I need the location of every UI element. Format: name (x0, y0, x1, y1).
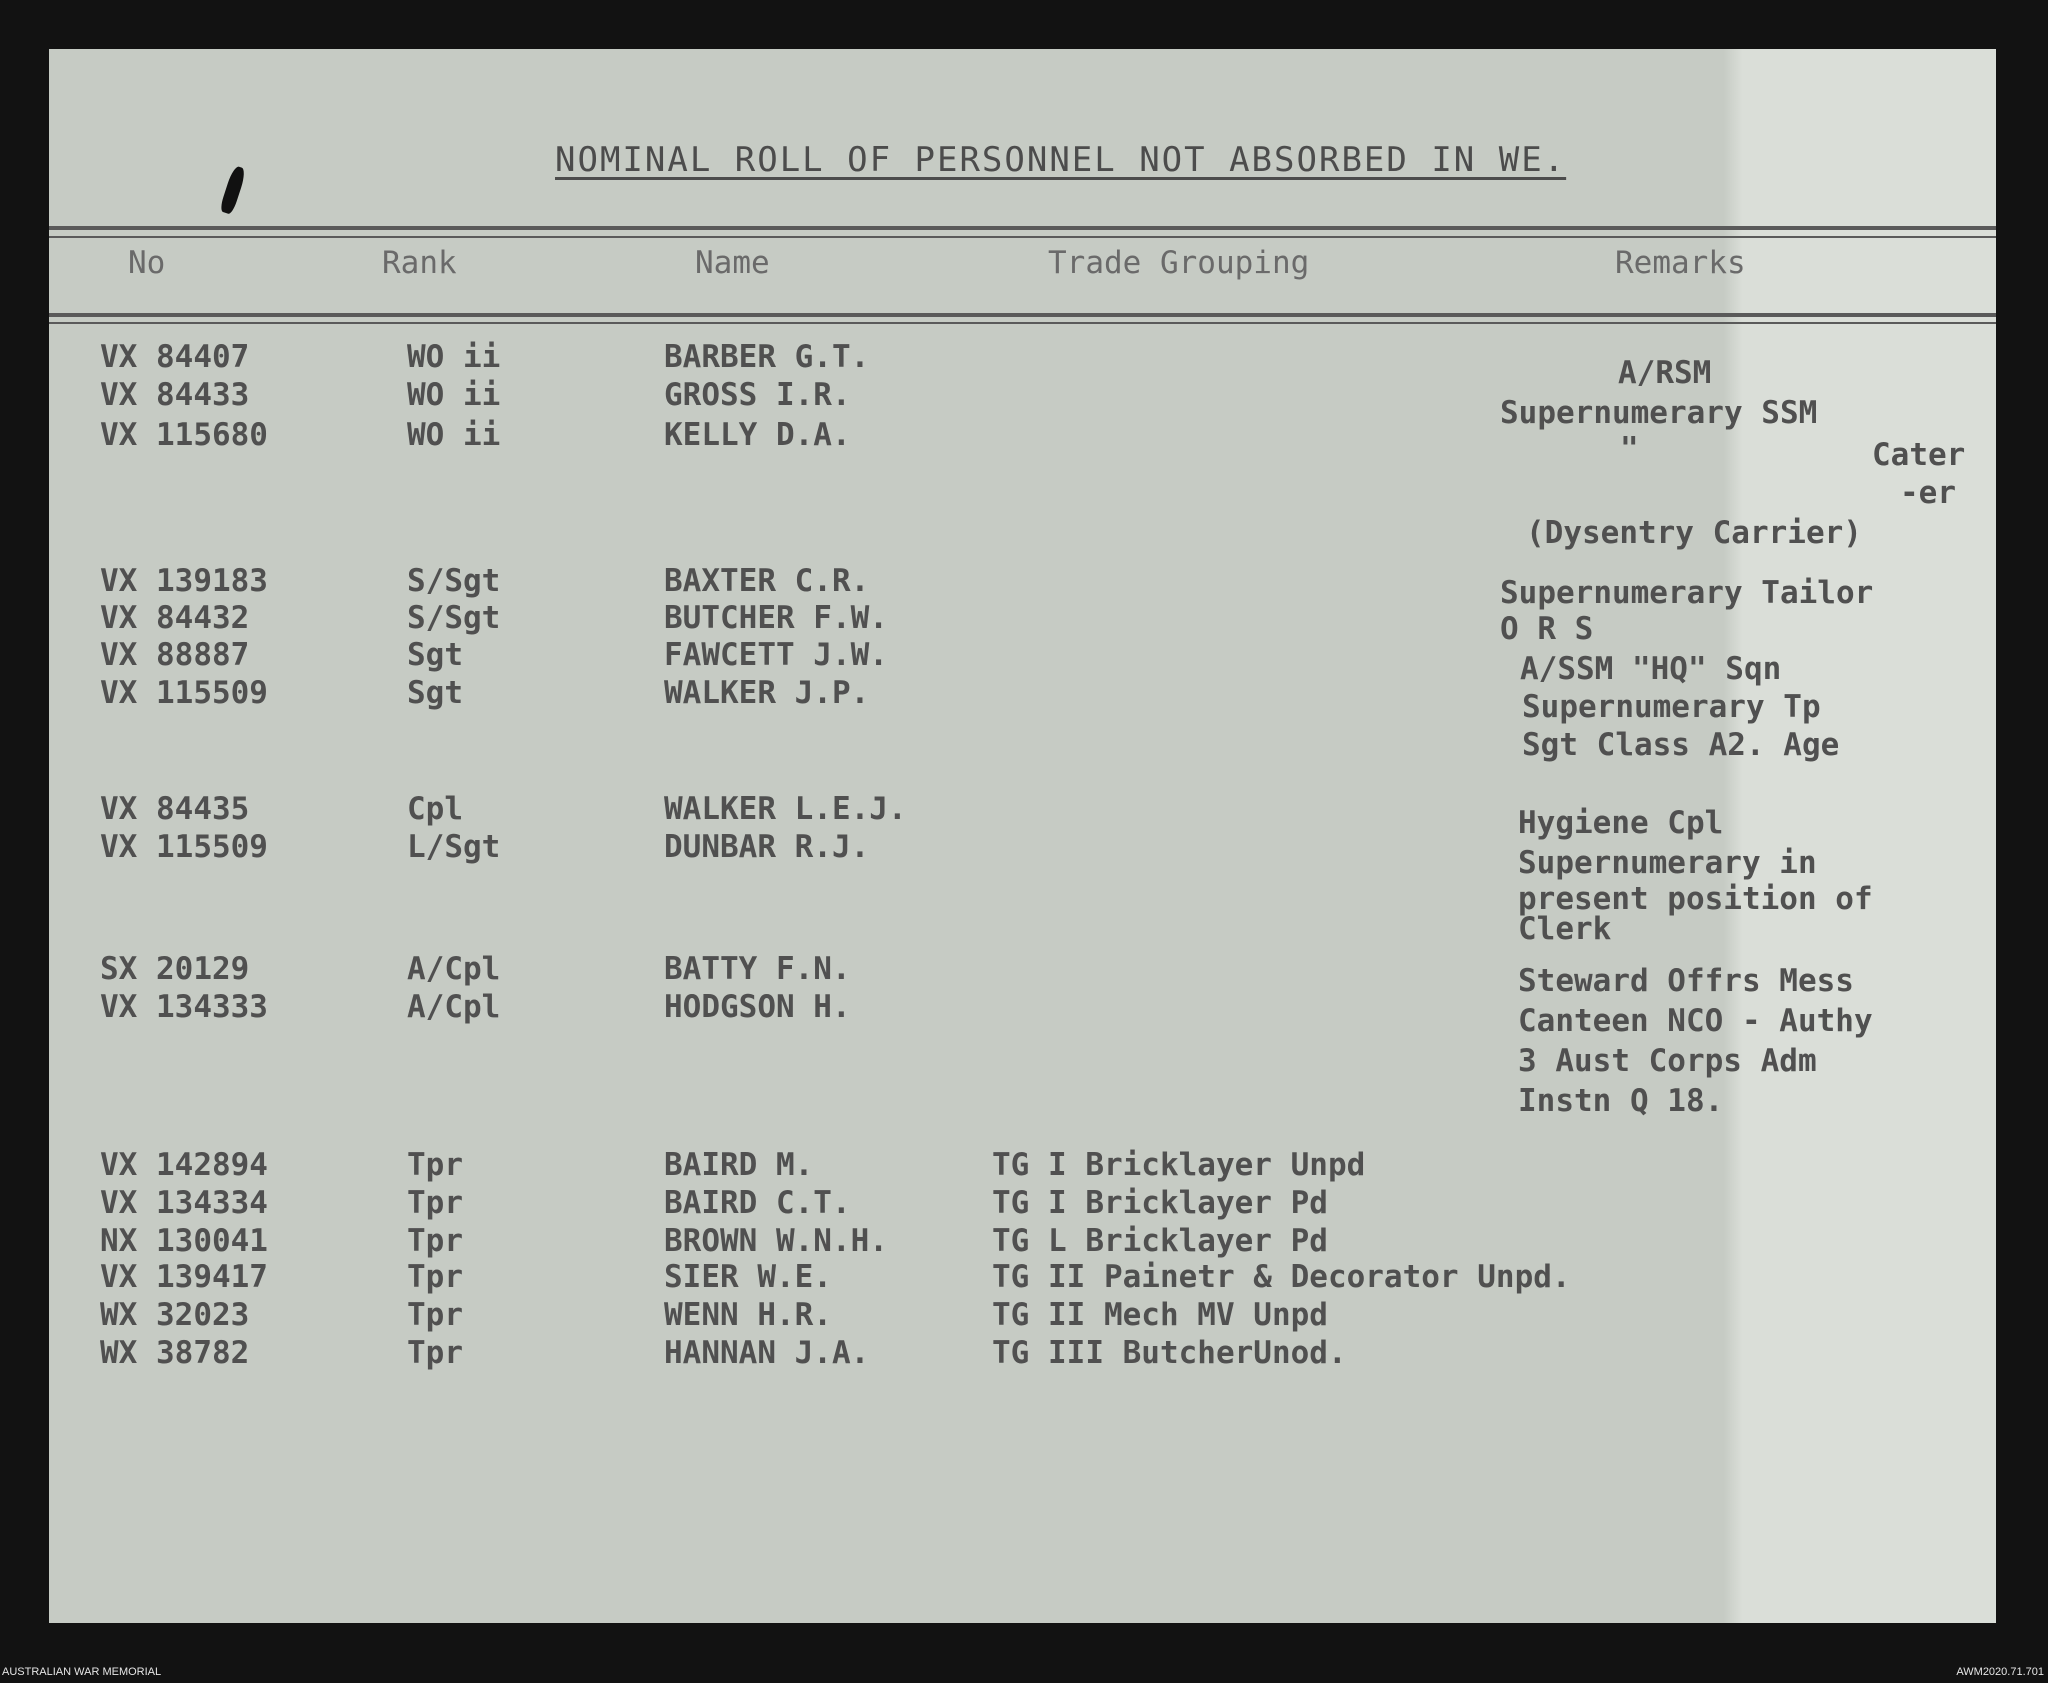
header-rule-top (49, 226, 1996, 230)
remark-line: Sgt Class A2. Age (1522, 727, 1840, 763)
cell-service-number: VX 115680 (100, 417, 268, 453)
remark-line: Supernumerary Tailor (1500, 575, 1874, 611)
remark-line: Supernumerary in (1518, 845, 1817, 881)
remark-line: 3 Aust Corps Adm (1518, 1043, 1817, 1079)
cell-rank: WO ii (407, 417, 501, 453)
column-header-rank: Rank (382, 245, 457, 281)
cell-service-number: VX 84435 (100, 791, 250, 827)
cell-name: BAIRD M. (664, 1147, 814, 1183)
cell-service-number: VX 84433 (100, 377, 250, 413)
remark-line: Canteen NCO - Authy (1518, 1003, 1873, 1039)
cell-service-number: VX 134334 (100, 1185, 268, 1221)
cell-name: BAXTER C.R. (664, 563, 870, 599)
cell-name: WALKER J.P. (664, 675, 870, 711)
cell-service-number: VX 139417 (100, 1259, 268, 1295)
cell-trade-grouping: TG II Mech MV Unpd (992, 1297, 1328, 1333)
remark-line: Clerk (1518, 911, 1612, 947)
cell-name: BAIRD C.T. (664, 1185, 851, 1221)
cell-rank: Tpr (407, 1297, 463, 1333)
footer-accession-number: AWM2020.71.701 (1956, 1666, 2044, 1678)
column-header-trade-grouping: Trade Grouping (1048, 245, 1310, 281)
header-rule-top-thin (49, 236, 1996, 238)
remark-line: -er (1900, 475, 1956, 511)
cell-name: HODGSON H. (664, 989, 851, 1025)
cell-rank: Tpr (407, 1259, 463, 1295)
cell-rank: Cpl (407, 791, 463, 827)
header-rule-bottom (49, 313, 1996, 317)
cell-rank: Tpr (407, 1223, 463, 1259)
remark-line: Hygiene Cpl (1518, 805, 1724, 841)
cell-rank: Sgt (407, 675, 463, 711)
remark-line: Steward Offrs Mess (1518, 963, 1854, 999)
remark-line: A/SSM "HQ" Sqn (1520, 651, 1782, 687)
cell-service-number: WX 32023 (100, 1297, 250, 1333)
cell-name: DUNBAR R.J. (664, 829, 870, 865)
cell-name: KELLY D.A. (664, 417, 851, 453)
cell-name: HANNAN J.A. (664, 1335, 870, 1371)
cell-name: BROWN W.N.H. (664, 1223, 888, 1259)
cell-service-number: WX 38782 (100, 1335, 250, 1371)
cell-name: BATTY F.N. (664, 951, 851, 987)
column-header-no: No (128, 245, 166, 281)
remark-line: (Dysentry Carrier) (1526, 515, 1862, 551)
cell-rank: Sgt (407, 637, 463, 673)
cell-service-number: VX 134333 (100, 989, 268, 1025)
cell-service-number: VX 84407 (100, 339, 250, 375)
remark-line: A/RSM (1618, 355, 1712, 391)
remark-line: Supernumerary SSM (1500, 395, 1818, 431)
remark-line: " (1620, 431, 1639, 467)
cell-trade-grouping: TG II Painetr & Decorator Unpd. (992, 1259, 1571, 1295)
cell-service-number: NX 130041 (100, 1223, 268, 1259)
cell-service-number: VX 88887 (100, 637, 250, 673)
remark-line: Instn Q 18. (1518, 1083, 1724, 1119)
cell-name: SIER W.E. (664, 1259, 832, 1295)
cell-rank: S/Sgt (407, 563, 501, 599)
cell-rank: Tpr (407, 1185, 463, 1221)
cell-service-number: VX 115509 (100, 829, 268, 865)
cell-name: WENN H.R. (664, 1297, 832, 1333)
cell-name: BUTCHER F.W. (664, 600, 888, 636)
column-header-remarks: Remarks (1615, 245, 1746, 281)
cell-rank: A/Cpl (407, 951, 501, 987)
cell-rank: Tpr (407, 1147, 463, 1183)
remark-line: O R S (1500, 611, 1594, 647)
cell-service-number: VX 84432 (100, 600, 250, 636)
cell-rank: WO ii (407, 377, 501, 413)
cell-service-number: SX 20129 (100, 951, 250, 987)
cell-rank: S/Sgt (407, 600, 501, 636)
cell-service-number: VX 139183 (100, 563, 268, 599)
column-header-name: Name (695, 245, 770, 281)
remark-line: Supernumerary Tp (1522, 689, 1821, 725)
footer-institution: AUSTRALIAN WAR MEMORIAL (2, 1666, 162, 1678)
cell-trade-grouping: TG L Bricklayer Pd (992, 1223, 1328, 1259)
cell-rank: Tpr (407, 1335, 463, 1371)
remark-line: present position of (1518, 881, 1873, 917)
cell-name: WALKER L.E.J. (664, 791, 907, 827)
cell-rank: A/Cpl (407, 989, 501, 1025)
header-rule-bottom-thin (49, 322, 1996, 324)
document-title: NOMINAL ROLL OF PERSONNEL NOT ABSORBED IN WE. (555, 140, 1567, 180)
cell-name: BARBER G.T. (664, 339, 870, 375)
cell-rank: WO ii (407, 339, 501, 375)
cell-name: GROSS I.R. (664, 377, 851, 413)
cell-rank: L/Sgt (407, 829, 501, 865)
cell-trade-grouping: TG III ButcherUnod. (992, 1335, 1347, 1371)
remark-line: Cater (1872, 437, 1966, 473)
cell-service-number: VX 115509 (100, 675, 268, 711)
cell-trade-grouping: TG I Bricklayer Pd (992, 1185, 1328, 1221)
cell-name: FAWCETT J.W. (664, 637, 888, 673)
cell-trade-grouping: TG I Bricklayer Unpd (992, 1147, 1366, 1183)
cell-service-number: VX 142894 (100, 1147, 268, 1183)
